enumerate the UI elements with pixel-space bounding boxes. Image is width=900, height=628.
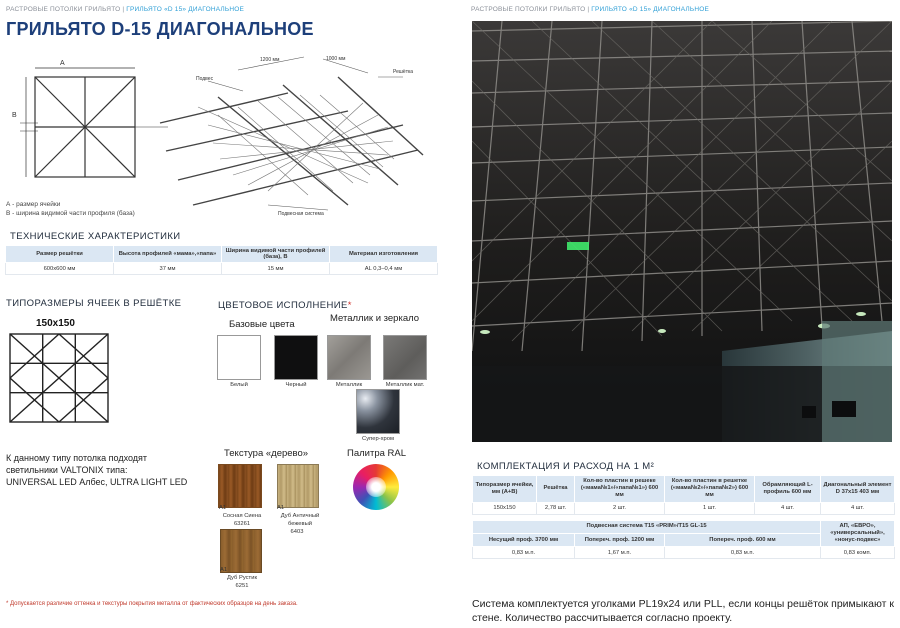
swatch-label: Супер-хром	[362, 436, 394, 442]
cell-size-label: 150x150	[36, 318, 75, 329]
table-cell: 15 мм	[222, 263, 330, 275]
table-header-row	[473, 520, 895, 533]
table-cell: 600x600 мм	[6, 263, 114, 275]
metal-colors-label: Металлик и зеркало	[330, 313, 420, 324]
table-header-cell: Размер решётки	[6, 246, 114, 263]
lamps-line-1: К данному типу потолка подходят	[6, 453, 148, 463]
svg-text:В: В	[12, 112, 17, 119]
table-header-cell: Попереч. проф. 600 мм	[665, 534, 821, 547]
swatch-label: Металлик	[335, 382, 363, 388]
table-header-cell: Диагональный элемент D 37х15 403 мм	[821, 476, 895, 503]
table-header-row	[6, 246, 438, 263]
dimension-lines	[208, 57, 403, 210]
svg-text:1200 мм: 1200 мм	[260, 57, 280, 63]
ceiling-photo-svg	[472, 21, 892, 442]
projector	[832, 401, 856, 417]
base-colors-label: Базовые цвета	[229, 319, 295, 330]
kit-heading: КОМПЛЕКТАЦИЯ И РАСХОД НА 1 М²	[477, 461, 655, 472]
table-header-cell: Несущий проф. 3700 мм	[473, 534, 575, 547]
table-row	[6, 263, 438, 275]
tech-heading: ТЕХНИЧЕСКИЕ ХАРАКТЕРИСТИКИ	[10, 231, 181, 242]
table-cell: AL 0,3–0,4 мм	[330, 263, 438, 275]
exit-sign	[567, 242, 589, 250]
table-header-cell: Обрамляющий L-профиль 600 мм	[755, 476, 821, 503]
colors-heading: ЦВЕТОВОЕ ИСПОЛНЕНИЕ*	[218, 300, 352, 311]
table-header-cell: Кол-во пластин в решетке («мама№2»/«папа№2») 600 мм	[665, 476, 755, 503]
legend-a: А - размер ячейки	[6, 201, 61, 208]
table-header-cell: Высота профилей «мама»,«папа»	[114, 246, 222, 263]
swatch-super-chrome	[356, 389, 400, 434]
table-cell: 2 шт.	[575, 502, 665, 514]
table-row	[473, 502, 895, 514]
cell-pattern-drawing	[8, 332, 110, 424]
table-cell: 0,83 м.п.	[473, 547, 575, 559]
breadcrumb-separator: |	[122, 6, 125, 13]
table-header-cell: Материал изготовления	[330, 246, 438, 263]
wood-code-number: 63261	[233, 521, 251, 527]
table-header-cell: Подвесная система Т15 «PRIM»/Т15 GL-15	[473, 520, 821, 533]
table-cell: 150x150	[473, 502, 537, 514]
bottom-note: Система комплектуется уголками PL19x24 или PLL, если концы решёток примыкают к стене. Количество рассчитывается согласно проекту.	[472, 598, 894, 624]
svg-text:Подвесная система: Подвесная система	[278, 211, 324, 217]
ceiling-photo	[472, 21, 892, 442]
breadcrumb-parent[interactable]: РАСТРОВЫЕ ПОТОЛКИ ГРИЛЬЯТО	[6, 6, 121, 13]
breadcrumb-current: ГРИЛЬЯТО «D 15» ДИАГОНАЛЬНОЕ	[591, 6, 710, 13]
table-header-cell: Решётка	[537, 476, 575, 503]
wood-name: Дуб Античный	[280, 513, 320, 519]
left-page	[0, 0, 443, 628]
swatch-label: Черный	[285, 382, 307, 388]
table-row	[473, 547, 895, 559]
wood-code-number: 6251	[235, 583, 249, 589]
table-cell: 1,67 м.п.	[575, 547, 665, 559]
ral-heading: Палитра RAL	[347, 448, 406, 459]
grid-drawing-svg	[8, 55, 438, 225]
wood-name: Дуб Рустик	[227, 575, 257, 581]
wood-swatch-dub-antique	[277, 464, 319, 508]
table-cell: 4 шт.	[821, 502, 895, 514]
breadcrumb-current: ГРИЛЬЯТО «D 15» ДИАГОНАЛЬНОЕ	[126, 6, 245, 13]
swatch-white	[217, 335, 261, 380]
wood-name: Сосная Сиена	[222, 513, 262, 519]
breadcrumb	[6, 6, 244, 13]
svg-text:Решётка: Решётка	[393, 69, 414, 75]
lamps-line-3: UNIVERSAL LED Албес, ULTRA LIGHT LED	[6, 477, 188, 487]
table-header-row	[473, 476, 895, 503]
wood-code-number: 6403	[290, 529, 304, 535]
sizes-heading: ТИПОРАЗМЕРЫ ЯЧЕЕК В РЕШЁТКЕ	[6, 298, 182, 309]
swatch-metallic-matte	[383, 335, 427, 380]
page-title: ГРИЛЬЯТО D-15 ДИАГОНАЛЬНОЕ	[6, 19, 314, 39]
breadcrumb-parent[interactable]: РАСТРОВЫЕ ПОТОЛКИ ГРИЛЬЯТО	[471, 6, 586, 13]
table-cell: 0,83 м.п.	[665, 547, 821, 559]
svg-text:А: А	[60, 60, 65, 67]
isometric-grid-drawing	[160, 77, 423, 205]
svg-text:Подвес: Подвес	[196, 76, 214, 82]
wood-swatch-sosna	[218, 464, 262, 508]
table-header-cell: АП, «ЕВРО», «универсальный», «нонус-подвес»	[821, 520, 895, 547]
wood-code: A1	[220, 567, 228, 573]
table-cell: 0,83 комп.	[821, 547, 895, 559]
table-cell: 4 шт.	[755, 502, 821, 514]
table-header-cell: Кол-во пластин в решеке («мама№1»/«папа№1») 600 мм	[575, 476, 665, 503]
swatch-metallic	[327, 335, 371, 380]
technical-drawing	[8, 55, 438, 225]
cell-plan-drawing	[20, 68, 168, 177]
tech-spec-table	[5, 245, 438, 275]
breadcrumb-separator: |	[587, 6, 590, 13]
table-cell: 2,78 шт.	[537, 502, 575, 514]
ral-color-wheel	[353, 464, 399, 510]
swatch-label: Белый	[230, 382, 248, 388]
footnote: * Допускается различие оттенка и текстуры покрытия металла от фактических образцов на день заказа.	[6, 601, 298, 607]
wood-heading: Текстура «дерево»	[224, 448, 309, 459]
table-header-cell: Типоразмер ячейки, мм (А+В)	[473, 476, 537, 503]
swatch-black	[274, 335, 318, 380]
svg-text:1000 мм: 1000 мм	[326, 56, 346, 62]
lamps-line-2: светильники VALTONIX типа:	[6, 465, 128, 475]
legend-b: В - ширина видимой части профиля (база)	[6, 210, 135, 217]
kit-table	[472, 475, 895, 559]
table-cell: 37 мм	[114, 263, 222, 275]
wood-code: A1	[219, 505, 227, 511]
breadcrumb	[471, 6, 709, 13]
table-header-cell: Попереч. проф. 1200 мм	[575, 534, 665, 547]
wood-name-line2: бежевый	[288, 521, 312, 527]
swatch-label: Металлик мат.	[385, 382, 425, 388]
wood-code: A1	[277, 505, 285, 511]
table-cell: 1 шт.	[665, 502, 755, 514]
table-header-cell: Ширина видимой части профилей (база), В	[222, 246, 330, 263]
